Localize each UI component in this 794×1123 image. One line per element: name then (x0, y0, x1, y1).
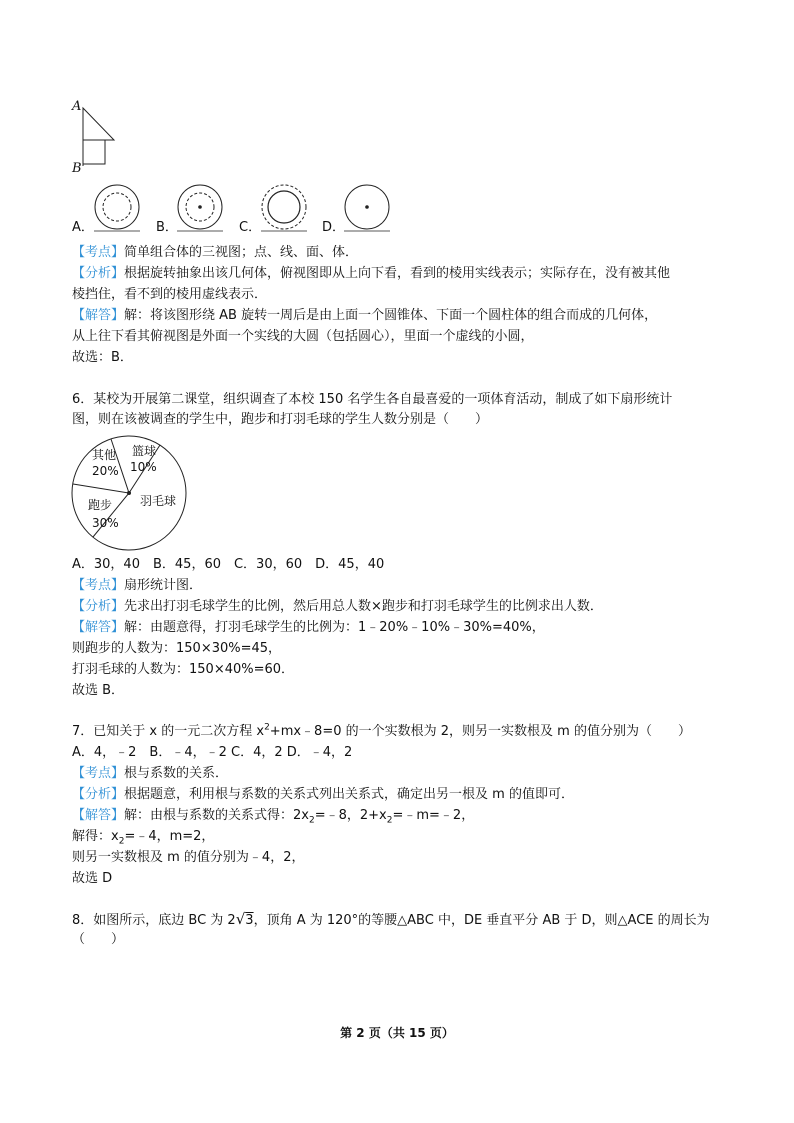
q7-line2 (72, 828, 214, 846)
q5-jieda-line2: 从上往下看其俯视图是外面一个实线的大圆（包括圆心），里面一个虚线的小圆， (72, 329, 534, 344)
option-a-letter: A． (72, 220, 94, 235)
sqrt-symbol: √ (235, 910, 246, 928)
q7-answer: 故选 D (72, 871, 113, 886)
kaodian-text: 根与系数的关系． (124, 766, 229, 781)
slice-label-badminton: 羽毛球 (140, 494, 177, 508)
fenxi-tag: 【分析】 (72, 599, 125, 614)
q5-options (70, 182, 410, 238)
q6-kaodian (72, 577, 202, 595)
q6-fenxi (72, 598, 603, 616)
line2-b: =﹣4，m=2， (124, 829, 215, 844)
q5-jieda (72, 307, 657, 325)
q5-solid-figure (70, 98, 130, 178)
slice-label-basketball: 篮球 (132, 444, 157, 458)
slice-label-other: 其他 (92, 448, 117, 462)
option-a-inner-dashed-circle (103, 193, 131, 221)
jieda-sub2: 2 (386, 815, 393, 826)
q7-options: A．4，﹣2 B．﹣4，﹣2 C．4，2 D．﹣4，2 (72, 745, 353, 760)
fenxi-tag: 【分析】 (72, 266, 125, 281)
option-a-outer-circle (95, 185, 139, 229)
option-b-letter: B． (156, 220, 178, 235)
q8-stem-post: ，顶角 A 为 120°的等腰△ABC 中，DE 垂直平分 AB 于 D，则△ACE 的周长为 (253, 913, 710, 928)
q5-fenxi-line2: 棱挡住，看不到的棱用虚线表示． (72, 287, 268, 302)
kaodian-tag: 【考点】 (72, 245, 125, 260)
q6-jieda-line3: 打羽毛球的人数为：150×40%=60． (72, 662, 295, 677)
line2-sub: 2 (118, 836, 125, 847)
option-d-center-dot (365, 205, 369, 209)
q7-stem-sup: 2 (264, 722, 270, 733)
q8-stem-line2: （ ） (72, 932, 125, 947)
q8-stem-pre: 8．如图所示，底边 BC 为 2 (72, 913, 236, 928)
q7-stem-pre: 7．已知关于 x 的一元二次方程 x (72, 724, 265, 739)
q6-pie-chart (70, 434, 190, 554)
option-c-letter: C． (239, 220, 262, 235)
fenxi-text: 根据题意，利用根与系数的关系式列出关系式，确定出另一根及 m 的值即可． (124, 787, 574, 802)
fenxi-line1: 根据旋转抽象出该几何体，俯视图即从上向下看，看到的棱用实线表示；实际存在，没有被其他 (124, 266, 671, 281)
q5-kaodian (72, 244, 358, 262)
kaodian-text: 简单组合体的三视图；点、线、面、体． (124, 245, 359, 260)
line2-a: 解得：x (72, 829, 119, 844)
q6-stem-line1: 6．某校为开展第二课堂，组织调查了本校 150 名学生各自最喜爱的一项体育活动，制成了如下扇形统计 (72, 392, 673, 407)
jieda-tag: 【解答】 (72, 308, 125, 323)
fenxi-tag: 【分析】 (72, 787, 125, 802)
q6-jieda (72, 619, 545, 637)
triangle-part (83, 108, 114, 140)
jieda-sub1: 2 (308, 815, 315, 826)
square-part (83, 140, 105, 164)
slice-label-running: 跑步 (88, 498, 113, 512)
q7-jieda (72, 807, 474, 825)
q6-answer: 故选 B． (72, 683, 125, 698)
q7-line3: 则另一实数根及 m 的值分别为﹣4，2， (72, 850, 305, 865)
label-a: A (72, 99, 82, 114)
option-d-letter: D． (322, 220, 346, 235)
fenxi-text: 先求出打羽毛球学生的比例，然后用总人数×跑步和打羽毛球学生的比例求出人数． (124, 599, 603, 614)
q7-stem (72, 723, 691, 741)
kaodian-tag: 【考点】 (72, 766, 125, 781)
slice-percent-running: 30% (92, 516, 119, 530)
jieda-tag: 【解答】 (72, 620, 125, 635)
sqrt-value: 3 (245, 913, 254, 928)
q6-jieda-line2: 则跑步的人数为：150×30%=45， (72, 641, 282, 656)
q7-kaodian (72, 765, 228, 783)
option-c-inner-circle (268, 191, 300, 223)
q6-options: A．30，40 B．45，60 C．30，60 D．45，40 (72, 557, 385, 572)
label-b: B (72, 161, 82, 176)
kaodian-text: 扇形统计图． (124, 578, 203, 593)
kaodian-tag: 【考点】 (72, 578, 125, 593)
q8-stem (72, 910, 710, 930)
pie-center (127, 491, 131, 495)
jieda-line1: 解：由题意得，打羽毛球学生的比例为：1﹣20%﹣10%﹣30%=40%， (124, 620, 545, 635)
jieda-b: =﹣8，2+x (314, 808, 387, 823)
slice-percent-other: 20% (92, 464, 119, 478)
option-c-outer-dashed-circle (262, 185, 306, 229)
jieda-tag: 【解答】 (72, 808, 125, 823)
page-footer: 第 2 页（共 15 页） (340, 1026, 454, 1040)
option-b-center-dot (198, 205, 202, 209)
jieda-line1: 解：将该图形绕 AB 旋转一周后是由上面一个圆锥体、下面一个圆柱体的组合而成的几何体， (124, 308, 658, 323)
jieda-a: 解：由根与系数的关系式得：2x (124, 808, 309, 823)
q6-stem-line2: 图，则在该被调查的学生中，跑步和打羽毛球的学生人数分别是（ ） (72, 412, 489, 427)
q5-answer: 故选：B． (72, 350, 133, 365)
q7-stem-post: +mx﹣8=0 的一个实数根为 2，则另一实数根及 m 的值分别为（ ） (269, 724, 691, 739)
q5-fenxi (72, 265, 670, 283)
slice-percent-basketball: 10% (130, 460, 157, 474)
jieda-c: =﹣m=﹣2， (392, 808, 475, 823)
q7-fenxi (72, 786, 574, 804)
